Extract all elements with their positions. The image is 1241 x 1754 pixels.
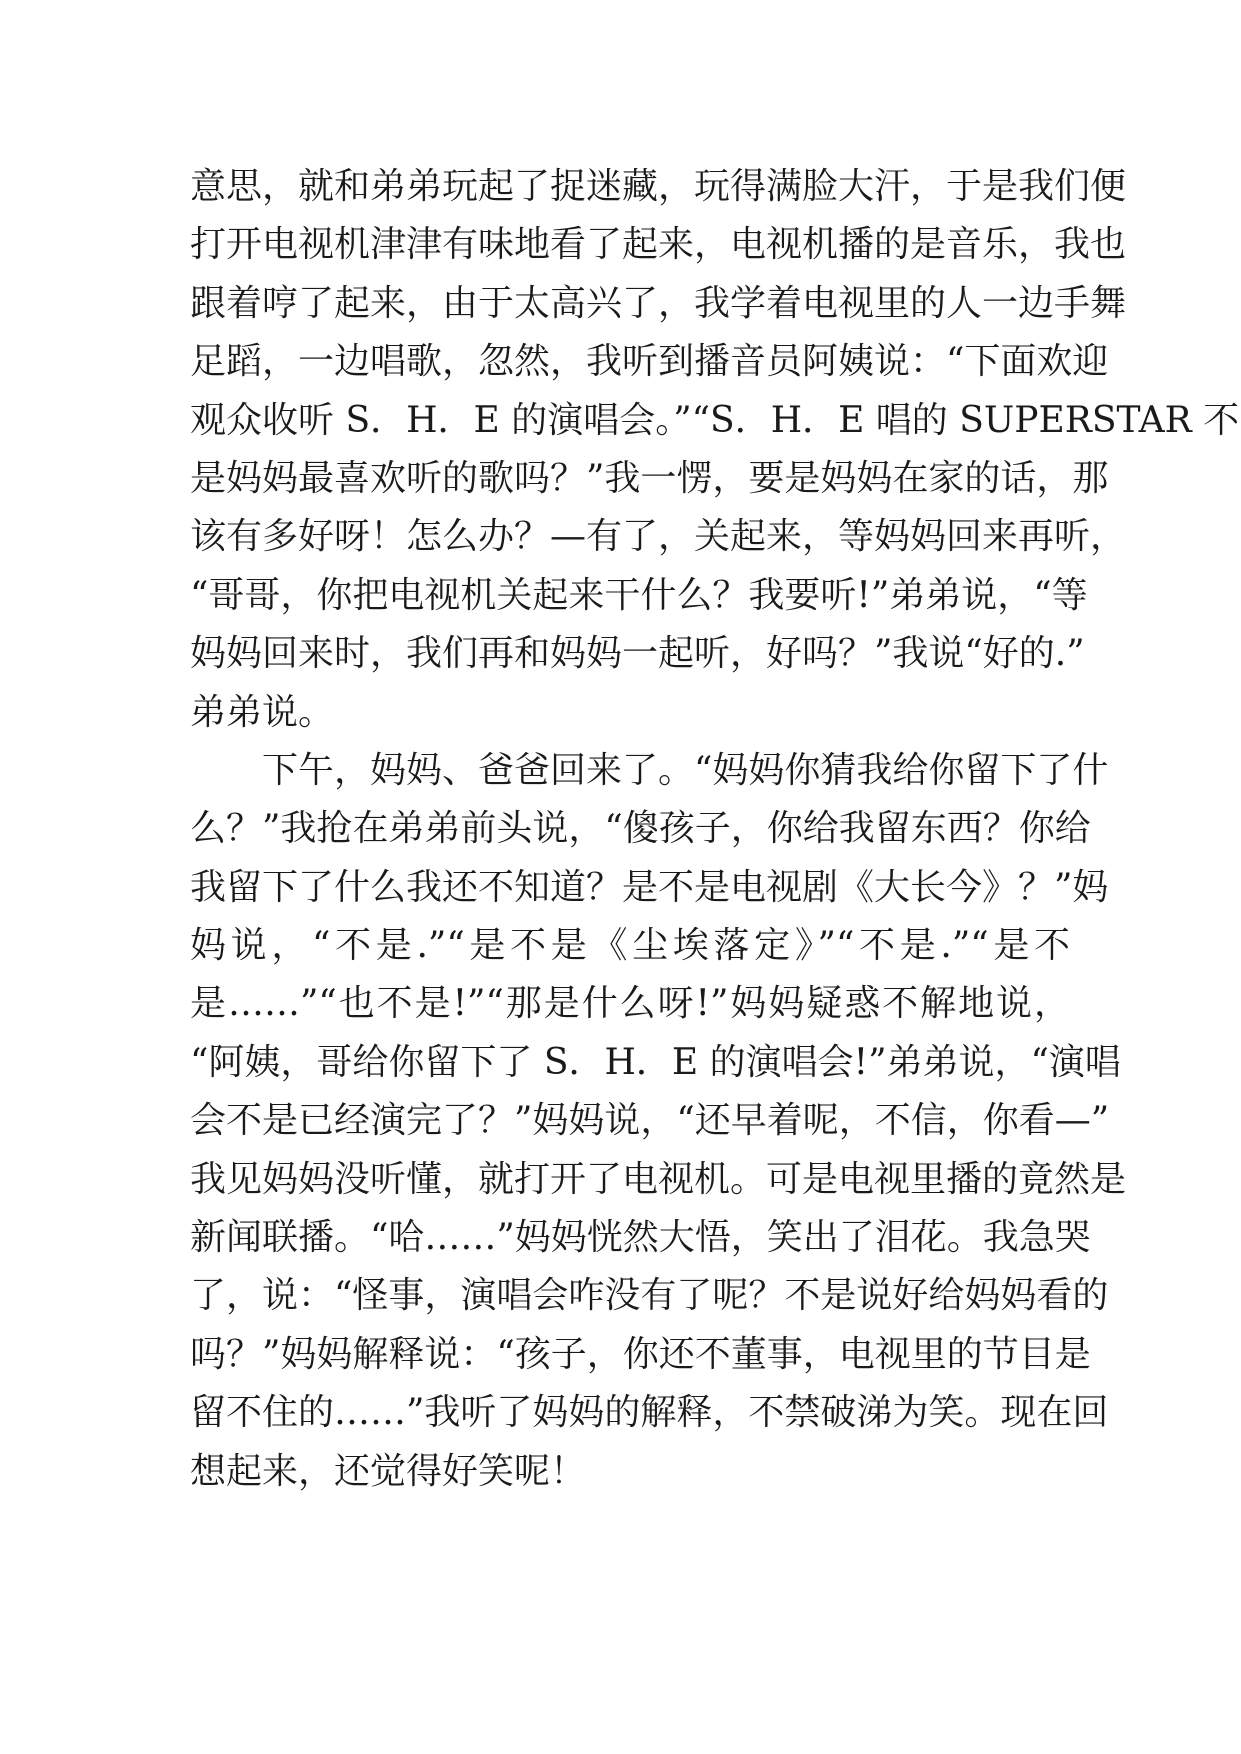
text-line: “阿姨，哥给你留下了 S．H．E 的演唱会!”弟弟说，“演唱 [190,1041,1121,1083]
paragraph-2 [190,742,1127,1501]
body-text [190,158,1240,1501]
text-line: 我留下了什么我还不知道？是不是电视剧《大长今》？”妈 [190,866,1109,908]
text-line: “哥哥，你把电视机关起来干什么？我要听!”弟弟说，“等 [190,574,1088,616]
text-line: 吗？”妈妈解释说：“孩子，你还不董事，电视里的节目是 [190,1333,1091,1375]
text-line: 了，说：“怪事，演唱会咋没有了呢？不是说好给妈妈看的 [190,1275,1109,1317]
text-line: 打开电视机津津有味地看了起来，电视机播的是音乐，我也 [190,224,1127,266]
text-line: 是……”“也不是!”“那是什么呀!”妈妈疑惑不解地说， [190,983,1070,1025]
text-line: 弟弟说。 [190,691,335,733]
paragraph-1 [190,158,1240,742]
text-line: 我见妈妈没听懂，就打开了电视机。可是电视里播的竟然是 [190,1158,1127,1200]
text-line: 观众收听 S．H．E 的演唱会。”“S．H．E 唱的 SUPERSTAR 不 [190,399,1240,441]
text-line: 妈妈回来时，我们再和妈妈一起听，好吗？”我说“好的.” [190,633,1085,675]
text-line: 么？”我抢在弟弟前头说，“傻孩子，你给我留东西？你给 [190,808,1091,850]
text-line: 会不是已经演完了？”妈妈说，“还早着呢，不信，你看—” [190,1100,1110,1142]
text-line: 下午，妈妈、爸爸回来了。“妈妈你猜我给你留下了什 [262,749,1109,791]
text-line: 意思，就和弟弟玩起了捉迷藏，玩得满脸大汗，于是我们便 [190,166,1127,207]
text-line: 妈说，“不是.”“是不是《尘埃落定》”“不是.”“是不 [190,925,1070,967]
text-line: 新闻联播。“哈……”妈妈恍然大悟，笑出了泪花。我急哭 [190,1217,1091,1259]
text-line: 该有多好呀！怎么办？—有了，关起来，等妈妈回来再听， [190,516,1127,558]
text-line: 足蹈，一边唱歌，忽然，我听到播音员阿姨说：“下面欢迎 [190,341,1109,383]
text-line: 留不住的……”我听了妈妈的解释，不禁破涕为笑。现在回 [190,1392,1109,1434]
text-line: 是妈妈最喜欢听的歌吗？”我一愣，要是妈妈在家的话，那 [190,457,1109,499]
text-line: 跟着哼了起来，由于太高兴了，我学着电视里的人一边手舞 [190,282,1127,324]
text-line: 想起来，还觉得好笑呢！ [190,1450,587,1492]
